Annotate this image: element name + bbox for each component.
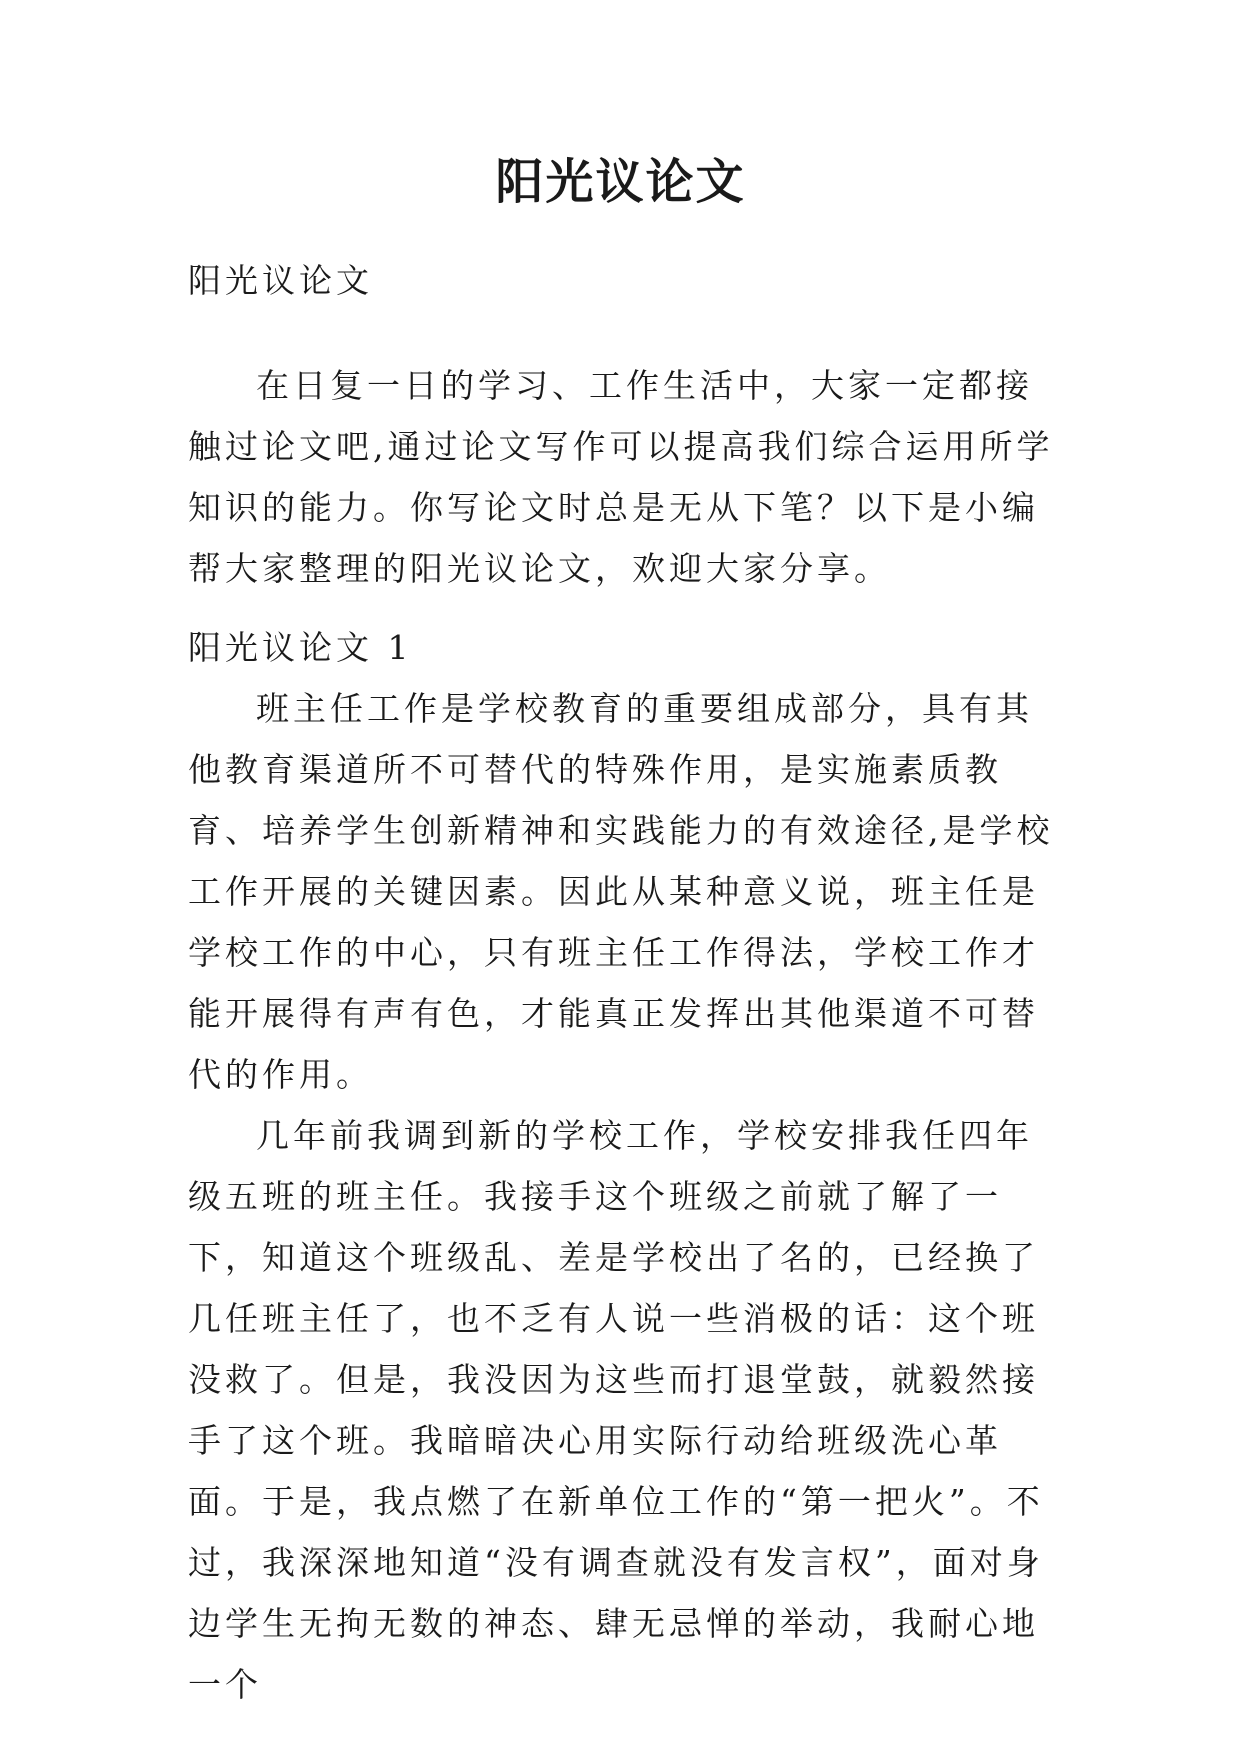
section1-paragraph-2: 几年前我调到新的学校工作，学校安排我任四年级五班的班主任。我接手这个班级之前就了解了一下，知道这个班级乱、差是学校出了名的，已经换了几任班主任了，也不乏有人说一些消极的话：这个班没救了。但是，我没因为这些而打退堂鼓，就毅然接手了这个班。我暗暗决心用实际行动给班级洗心革面。于是，我点燃了在新单位工作的“第一把火”。不过，我深深地知道“没有调查就没有发言权”，面对身边学生无拘无数的神态、肆无忌惮的举动，我耐心地一个	[188, 1116, 1044, 1704]
document-title: 阳光议论文	[495, 154, 746, 210]
section1-block	[188, 617, 1058, 1715]
section1-heading: 阳光议论文 1	[188, 628, 413, 667]
section1-paragraph-1: 班主任工作是学校教育的重要组成部分，具有其他教育渠道所不可替代的特殊作用，是实施素质教育、培养学生创新精神和实践能力的有效途径,是学校工作开展的关键因素。因此从某种意义说，班主任是学校工作的中心，只有班主任工作得法，学校工作才能开展得有声有色，才能真正发挥出其他渠道不可替代的作用。	[188, 689, 1054, 1094]
document-subtitle: 阳光议论文	[188, 261, 373, 300]
subtitle-block	[188, 250, 1058, 311]
intro-paragraph: 在日复一日的学习、工作生活中，大家一定都接触过论文吧,通过论文写作可以提高我们综合运用所学知识的能力。你写论文时总是无从下笔？以下是小编帮大家整理的阳光议论文，欢迎大家分享。	[188, 366, 1054, 588]
intro-block	[188, 355, 1058, 599]
